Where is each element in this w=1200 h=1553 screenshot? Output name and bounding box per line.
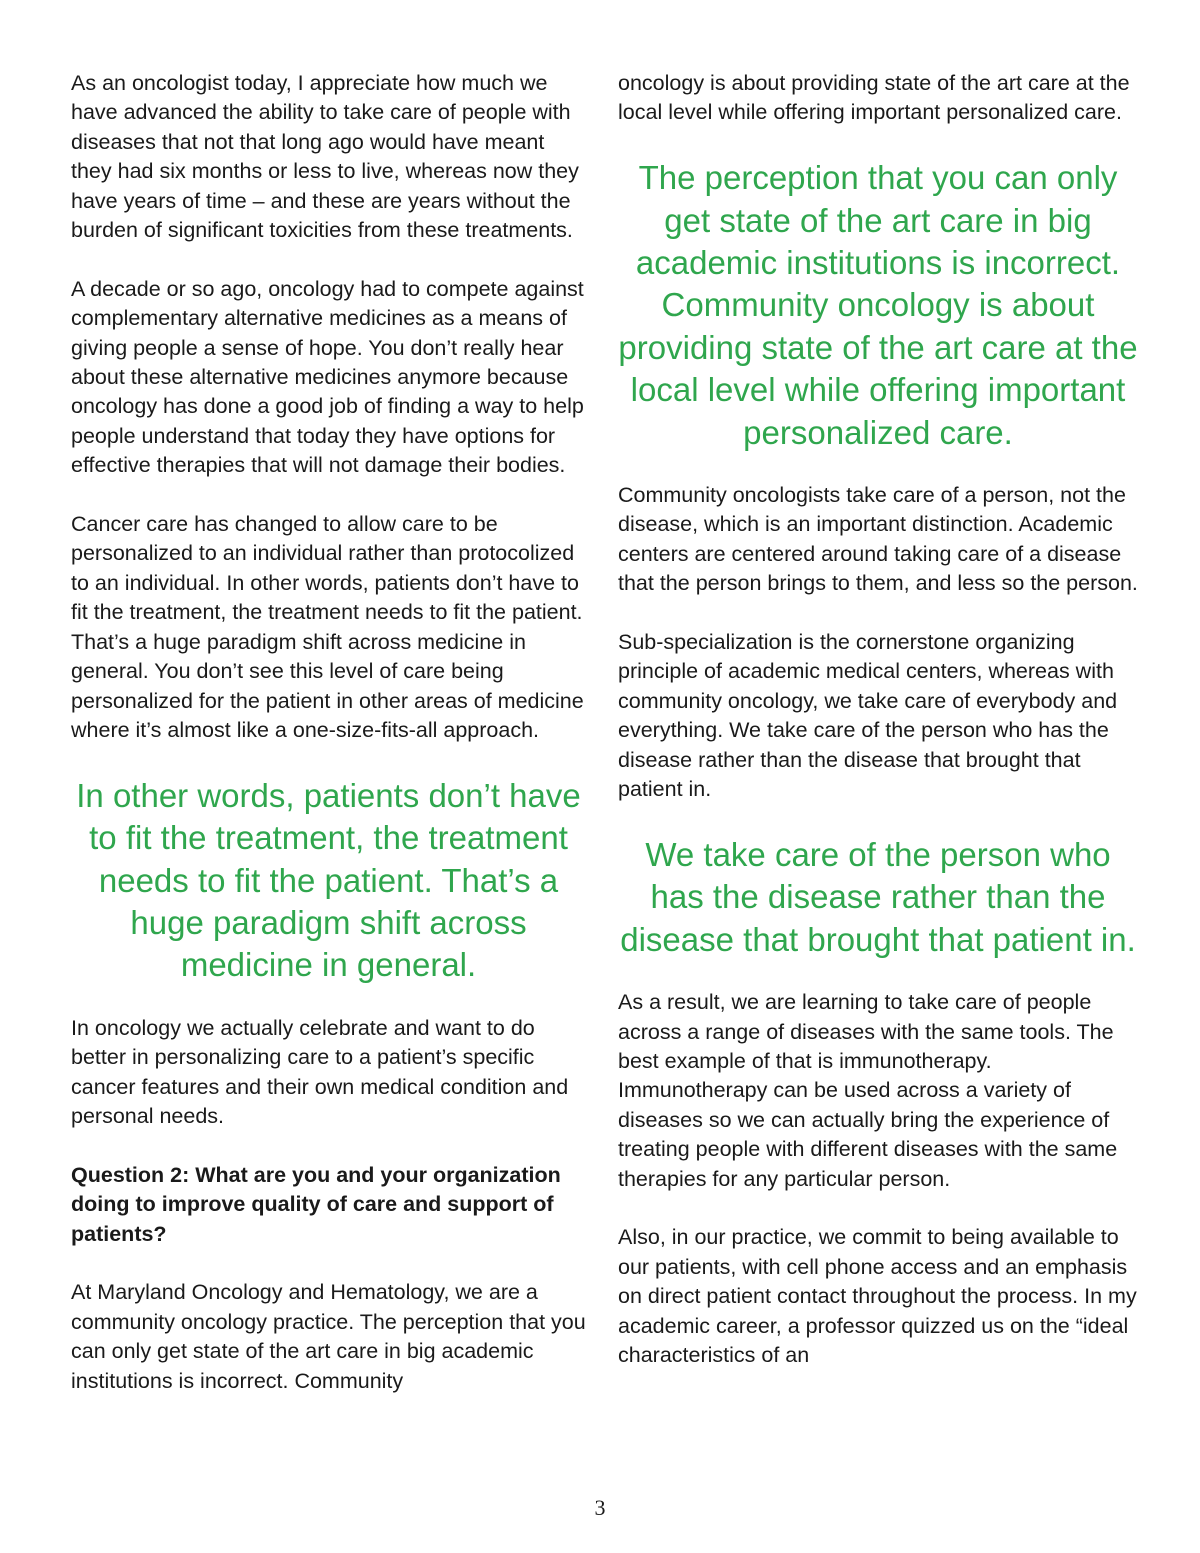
pull-quote: We take care of the person who has the disease rather than the disease that brought that patient in. — [620, 835, 1136, 958]
pull-quote: The perception that you can only get state of the art care in big academic institutions is incorrect. Community oncology is about providing state of the art care at the local level while offering important personalized care. — [618, 159, 1138, 451]
paragraph: Cancer care has changed to allow care to be personalized to an individual rather than protocolized to an individual. In other words, patients don’t have to fit the treatment, the treatment needs to fit the patient. That’s a huge paradigm shift across medicine in general. You don’t see this level of care being personalized for the patient in other areas of medicine where it’s almost like a one-size-fits-all approach. — [71, 512, 584, 742]
paragraph: Community oncologists take care of a person, not the disease, which is an important distinction. Academic centers are centered around taking care of a disease that the person brings to them, and less so the person. — [618, 483, 1138, 596]
paragraph: As a result, we are learning to take care of people across a range of diseases with the same tools. The best example of that is immunotherapy. Immunotherapy can be used across a variety of diseases so we can actually bring the experience of treating people with different diseases with the same therapies for any particular person. — [618, 990, 1118, 1191]
left-column — [71, 69, 586, 1425]
paragraph: oncology is about providing state of the art care at the local level while offering important personalized care. — [618, 71, 1130, 125]
paragraph: A decade or so ago, oncology had to compete against complementary alternative medicines as a means of giving people a sense of hope. You don’t really hear about these alternative medicines anymore because oncology has done a good job of finding a way to help people understand that today they have options for effective therapies that will not damage their bodies. — [71, 276, 584, 478]
pull-quote: In other words, patients don’t have to fit the treatment, the treatment needs to fit the patient. That’s a huge paradigm shift across medicine in general. — [76, 776, 581, 984]
paragraph: In oncology we actually celebrate and want to do better in personalizing care to a patient’s specific cancer features and their own medical condition and personal needs. — [71, 1015, 569, 1128]
paragraph: Also, in our practice, we commit to being available to our patients, with cell phone access and an emphasis on direct patient contact throughout the process. In my academic career, a professor quizzed us on the “ideal characteristics of an — [618, 1225, 1137, 1367]
page-number: 3 — [594, 1495, 606, 1520]
right-column — [618, 69, 1138, 1400]
question-heading: Question 2: What are you and your organization doing to improve quality of care and support of patients? — [71, 1162, 561, 1246]
paragraph: As an oncologist today, I appreciate how much we have advanced the ability to take care of people with diseases that not that long ago would have meant they had six months or less to live, whereas now they have years of time – and these are years without the burden of significant toxicities from these treatments. — [71, 71, 579, 243]
paragraph: At Maryland Oncology and Hematology, we are a community oncology practice. The perception that you can only get state of the art care in big academic institutions is incorrect. Community — [71, 1280, 586, 1393]
paragraph: Sub-specialization is the cornerstone organizing principle of academic medical centers, whereas with community oncology, we take care of everybody and everything. We take care of the person who has the disease rather than the disease that brought that patient in. — [618, 630, 1118, 802]
